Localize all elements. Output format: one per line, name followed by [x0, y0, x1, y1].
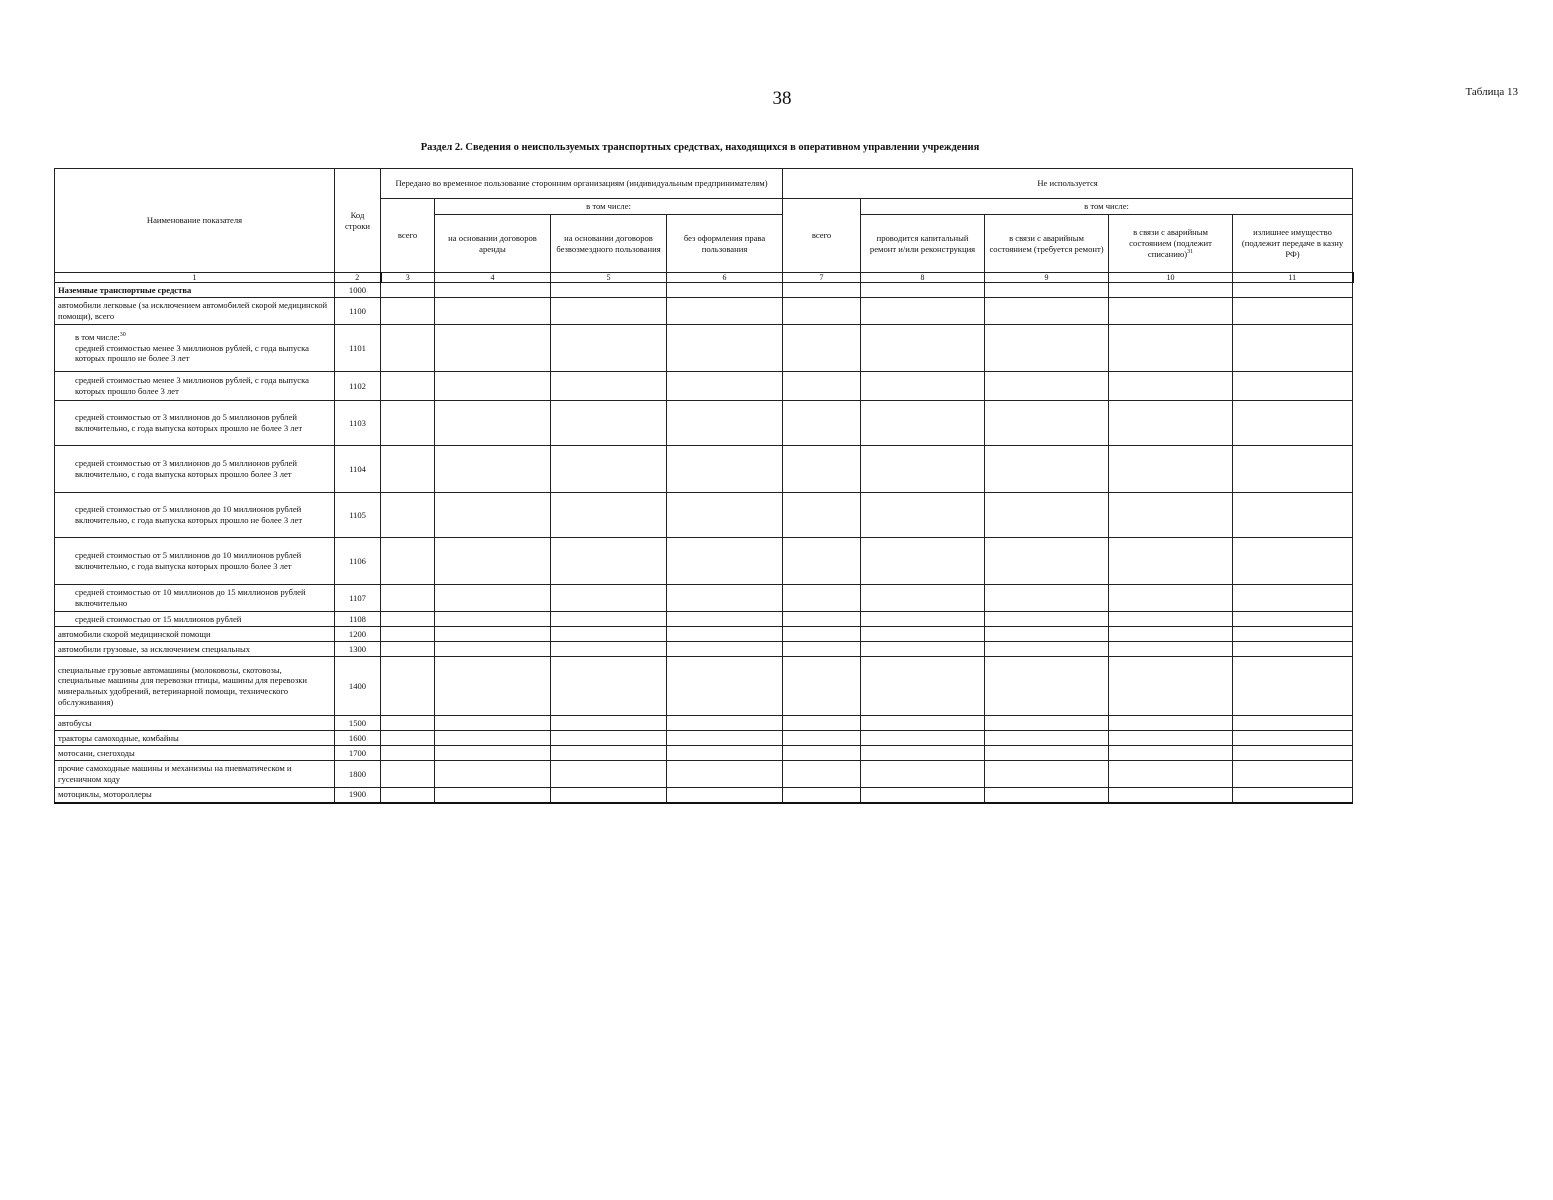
row-code: 1107	[335, 585, 381, 612]
input-cell-col4[interactable]	[435, 585, 551, 612]
input-cell-col7[interactable]	[783, 325, 861, 372]
input-cell-col9[interactable]	[985, 761, 1109, 788]
row-name	[55, 731, 335, 746]
input-cell-col3[interactable]	[381, 325, 435, 372]
input-cell-col9[interactable]	[985, 657, 1109, 716]
input-cell-col8[interactable]	[861, 446, 985, 493]
row-code: 1500	[335, 716, 381, 731]
input-cell-col10[interactable]	[1109, 716, 1233, 731]
input-cell-col4[interactable]	[435, 761, 551, 788]
input-cell-col7[interactable]	[783, 627, 861, 642]
input-cell-col4[interactable]	[435, 283, 551, 298]
row-name-text: мотосани, снегоходы	[58, 747, 135, 758]
row-name	[55, 493, 335, 538]
row-name-text: средней стоимостью менее 3 миллионов рублей, с года выпуска которых прошло не более 3 лет	[75, 342, 309, 364]
input-cell-col11[interactable]	[1233, 788, 1353, 803]
input-cell-col8[interactable]	[861, 731, 985, 746]
input-cell-col9[interactable]	[985, 446, 1109, 493]
input-cell-col6[interactable]	[667, 731, 783, 746]
row-code: 1900	[335, 788, 381, 803]
table-row	[55, 761, 1353, 788]
column-number-6: 6	[667, 273, 783, 283]
input-cell-col6[interactable]	[667, 298, 783, 325]
input-cell-col5[interactable]	[551, 325, 667, 372]
input-cell-col8[interactable]	[861, 612, 985, 627]
input-cell-col11[interactable]	[1233, 627, 1353, 642]
input-cell-col6[interactable]	[667, 372, 783, 401]
report-table-wrapper	[54, 168, 1352, 804]
input-cell-col3[interactable]	[381, 657, 435, 716]
input-cell-col8[interactable]	[861, 493, 985, 538]
row-name	[55, 401, 335, 446]
row-name-text: средней стоимостью от 15 миллионов рублей	[75, 613, 242, 624]
input-cell-col3[interactable]	[381, 716, 435, 731]
input-cell-col7[interactable]	[783, 493, 861, 538]
input-cell-col5[interactable]	[551, 538, 667, 585]
input-cell-col10[interactable]	[1109, 585, 1233, 612]
input-cell-col7[interactable]	[783, 372, 861, 401]
input-cell-col8[interactable]	[861, 283, 985, 298]
table-row	[55, 446, 1353, 493]
input-cell-col10[interactable]	[1109, 731, 1233, 746]
input-cell-col8[interactable]	[861, 401, 985, 446]
input-cell-col10[interactable]	[1109, 446, 1233, 493]
input-cell-col5[interactable]	[551, 493, 667, 538]
column-number-9: 9	[985, 273, 1109, 283]
input-cell-col10[interactable]	[1109, 627, 1233, 642]
row-code: 1000	[335, 283, 381, 298]
table-row	[55, 401, 1353, 446]
header-col6-no-rights: без оформления права пользования	[667, 215, 783, 273]
input-cell-col6[interactable]	[667, 283, 783, 298]
input-cell-col6[interactable]	[667, 612, 783, 627]
column-number-10: 10	[1109, 273, 1233, 283]
input-cell-col6[interactable]	[667, 657, 783, 716]
input-cell-col5[interactable]	[551, 761, 667, 788]
input-cell-col4[interactable]	[435, 298, 551, 325]
input-cell-col4[interactable]	[435, 788, 551, 803]
input-cell-col4[interactable]	[435, 657, 551, 716]
input-cell-col6[interactable]	[667, 401, 783, 446]
input-cell-col8[interactable]	[861, 538, 985, 585]
input-cell-col8[interactable]	[861, 298, 985, 325]
row-code: 1102	[335, 372, 381, 401]
input-cell-col11[interactable]	[1233, 493, 1353, 538]
input-cell-col7[interactable]	[783, 746, 861, 761]
input-cell-col7[interactable]	[783, 585, 861, 612]
row-name-text: автомобили грузовые, за исключением специальных	[58, 643, 251, 654]
input-cell-col9[interactable]	[985, 642, 1109, 657]
input-cell-col11[interactable]	[1233, 298, 1353, 325]
row-name-text: средней стоимостью от 5 миллионов до 10 миллионов рублей включительно, с года выпуска которых прошло не более 3 лет	[75, 504, 303, 525]
row-name	[55, 446, 335, 493]
input-cell-col3[interactable]	[381, 283, 435, 298]
input-cell-col8[interactable]	[861, 627, 985, 642]
input-cell-col4[interactable]	[435, 446, 551, 493]
input-cell-col5[interactable]	[551, 283, 667, 298]
row-name	[55, 716, 335, 731]
header-col11-surplus: излишнее имущество (подлежит передаче в казну РФ)	[1233, 215, 1353, 273]
row-name-text: мотоциклы, мотороллеры	[58, 789, 152, 800]
input-cell-col3[interactable]	[381, 788, 435, 803]
row-name	[55, 627, 335, 642]
input-cell-col7[interactable]	[783, 731, 861, 746]
input-cell-col6[interactable]	[667, 493, 783, 538]
input-cell-col10[interactable]	[1109, 493, 1233, 538]
input-cell-col4[interactable]	[435, 325, 551, 372]
row-name	[55, 372, 335, 401]
input-cell-col8[interactable]	[861, 372, 985, 401]
page-number: 38	[772, 88, 792, 109]
input-cell-col11[interactable]	[1233, 657, 1353, 716]
input-cell-col8[interactable]	[861, 585, 985, 612]
input-cell-col7[interactable]	[783, 401, 861, 446]
input-cell-col7[interactable]	[783, 446, 861, 493]
input-cell-col11[interactable]	[1233, 325, 1353, 372]
input-cell-col11[interactable]	[1233, 612, 1353, 627]
input-cell-col9[interactable]	[985, 731, 1109, 746]
input-cell-col7[interactable]	[783, 716, 861, 731]
row-name-text: средней стоимостью от 5 миллионов до 10 миллионов рублей включительно, с года выпуска которых прошло более 3 лет	[75, 550, 302, 571]
input-cell-col5[interactable]	[551, 446, 667, 493]
row-code: 1700	[335, 746, 381, 761]
table-row	[55, 538, 1353, 585]
input-cell-col4[interactable]	[435, 746, 551, 761]
input-cell-col10[interactable]	[1109, 325, 1233, 372]
row-name	[55, 538, 335, 585]
input-cell-col10[interactable]	[1109, 746, 1233, 761]
header-col7-total: всего	[783, 199, 861, 273]
input-cell-col11[interactable]	[1233, 746, 1353, 761]
input-cell-col5[interactable]	[551, 657, 667, 716]
input-cell-col6[interactable]	[667, 627, 783, 642]
row-name-text: средней стоимостью от 3 миллионов до 5 миллионов рублей включительно, с года выпуска которых прошло более 3 лет	[75, 458, 297, 479]
row-name-text: Наземные транспортные средства	[58, 284, 192, 295]
input-cell-col8[interactable]	[861, 761, 985, 788]
input-cell-col8[interactable]	[861, 746, 985, 761]
input-cell-col5[interactable]	[551, 642, 667, 657]
input-cell-col6[interactable]	[667, 761, 783, 788]
input-cell-col6[interactable]	[667, 746, 783, 761]
row-name-text: прочие самоходные машины и механизмы на пневматическом и гусеничном ходу	[58, 763, 292, 784]
input-cell-col6[interactable]	[667, 788, 783, 803]
table-row	[55, 627, 1353, 642]
input-cell-col5[interactable]	[551, 372, 667, 401]
input-cell-col6[interactable]	[667, 585, 783, 612]
row-name-text: средней стоимостью менее 3 миллионов рублей, с года выпуска которых прошло более 3 лет	[75, 375, 309, 396]
input-cell-col10[interactable]	[1109, 657, 1233, 716]
column-number-8: 8	[861, 273, 985, 283]
input-cell-col3[interactable]	[381, 627, 435, 642]
input-cell-col3[interactable]	[381, 731, 435, 746]
input-cell-col5[interactable]	[551, 401, 667, 446]
row-code: 1400	[335, 657, 381, 716]
row-name	[55, 788, 335, 803]
row-code: 1106	[335, 538, 381, 585]
row-name	[55, 325, 335, 372]
column-number-2: 2	[335, 273, 381, 283]
header-col9-repair-needed: в связи с аварийным состоянием (требуется ремонт)	[985, 215, 1109, 273]
input-cell-col5[interactable]	[551, 298, 667, 325]
input-cell-col4[interactable]	[435, 716, 551, 731]
header-col10-footnote: 31	[1187, 249, 1194, 255]
input-cell-col9[interactable]	[985, 538, 1109, 585]
table-row	[55, 716, 1353, 731]
input-cell-col3[interactable]	[381, 761, 435, 788]
input-cell-col5[interactable]	[551, 788, 667, 803]
input-cell-col4[interactable]	[435, 642, 551, 657]
input-cell-col5[interactable]	[551, 585, 667, 612]
input-cell-col7[interactable]	[783, 761, 861, 788]
table-row	[55, 585, 1353, 612]
input-cell-col7[interactable]	[783, 788, 861, 803]
input-cell-col4[interactable]	[435, 627, 551, 642]
input-cell-col3[interactable]	[381, 446, 435, 493]
row-name-footnote: 30	[119, 332, 126, 339]
input-cell-col7[interactable]	[783, 612, 861, 627]
row-name	[55, 657, 335, 716]
row-code: 1103	[335, 401, 381, 446]
header-indicator-name: Наименование показателя	[55, 169, 335, 273]
row-name-text: средней стоимостью от 10 миллионов до 15 миллионов рублей включительно	[75, 587, 306, 608]
input-cell-col6[interactable]	[667, 446, 783, 493]
column-number-row	[55, 273, 1353, 283]
header-col10-write-off	[1109, 215, 1233, 273]
table-row	[55, 788, 1353, 803]
row-name-text: специальные грузовые автомашины (молоковозы, скотовозы, специальные машины для перевозки птицы, машины для перевозки минеральных удобрений, ветеринарной помощи, технического обслуживания)	[58, 664, 307, 707]
row-code: 1100	[335, 298, 381, 325]
header-col5-free-use: на основании договоров безвозмездного пользования	[551, 215, 667, 273]
input-cell-col6[interactable]	[667, 716, 783, 731]
input-cell-col9[interactable]	[985, 401, 1109, 446]
row-name	[55, 761, 335, 788]
row-name	[55, 283, 335, 298]
input-cell-col10[interactable]	[1109, 761, 1233, 788]
input-cell-col9[interactable]	[985, 585, 1109, 612]
input-cell-col4[interactable]	[435, 612, 551, 627]
input-cell-col4[interactable]	[435, 538, 551, 585]
input-cell-col8[interactable]	[861, 657, 985, 716]
section-title: Раздел 2. Сведения о неиспользуемых транспортных средствах, находящихся в оперативном управлении учреждения	[420, 142, 980, 153]
table-row	[55, 493, 1353, 538]
row-code: 1101	[335, 325, 381, 372]
row-name-text: автобусы	[58, 717, 92, 728]
input-cell-col4[interactable]	[435, 493, 551, 538]
input-cell-col7[interactable]	[783, 642, 861, 657]
input-cell-col8[interactable]	[861, 716, 985, 731]
row-name	[55, 746, 335, 761]
input-cell-col3[interactable]	[381, 493, 435, 538]
column-number-7: 7	[783, 273, 861, 283]
input-cell-col11[interactable]	[1233, 372, 1353, 401]
input-cell-col9[interactable]	[985, 788, 1109, 803]
table-row	[55, 612, 1353, 627]
row-name-text: автомобили легковые (за исключением автомобилей скорой медицинской помощи), всего	[58, 300, 328, 321]
row-name	[55, 298, 335, 325]
table-row	[55, 298, 1353, 325]
input-cell-col7[interactable]	[783, 283, 861, 298]
table-label: Таблица 13	[1465, 86, 1518, 98]
input-cell-col3[interactable]	[381, 298, 435, 325]
input-cell-col10[interactable]	[1109, 538, 1233, 585]
input-cell-col9[interactable]	[985, 716, 1109, 731]
row-code: 1105	[335, 493, 381, 538]
table-row	[55, 372, 1353, 401]
header-col3-total: всего	[381, 199, 435, 273]
input-cell-col9[interactable]	[985, 298, 1109, 325]
input-cell-col11[interactable]	[1233, 446, 1353, 493]
input-cell-col10[interactable]	[1109, 788, 1233, 803]
input-cell-col11[interactable]	[1233, 401, 1353, 446]
input-cell-col3[interactable]	[381, 746, 435, 761]
row-name-text: тракторы самоходные, комбайны	[58, 732, 179, 743]
report-table	[54, 168, 1354, 804]
table-row	[55, 657, 1353, 716]
header-col10-text: в связи с аварийным состоянием (подлежит списанию)	[1129, 227, 1212, 259]
column-number-4: 4	[435, 273, 551, 283]
row-name	[55, 642, 335, 657]
input-cell-col5[interactable]	[551, 731, 667, 746]
input-cell-col3[interactable]	[381, 538, 435, 585]
input-cell-col5[interactable]	[551, 746, 667, 761]
input-cell-col4[interactable]	[435, 372, 551, 401]
row-code: 1300	[335, 642, 381, 657]
input-cell-col11[interactable]	[1233, 585, 1353, 612]
column-number-11: 11	[1233, 273, 1353, 283]
input-cell-col10[interactable]	[1109, 642, 1233, 657]
input-cell-col10[interactable]	[1109, 401, 1233, 446]
header-unused-group: Не используется	[783, 169, 1353, 199]
input-cell-col7[interactable]	[783, 657, 861, 716]
input-cell-col5[interactable]	[551, 627, 667, 642]
input-cell-col6[interactable]	[667, 325, 783, 372]
row-code: 1200	[335, 627, 381, 642]
input-cell-col9[interactable]	[985, 325, 1109, 372]
header-transferred-group: Передано во временное пользование сторонним организациям (индивидуальным предпринимателям)	[381, 169, 783, 199]
row-code: 1108	[335, 612, 381, 627]
row-name	[55, 612, 335, 627]
input-cell-col9[interactable]	[985, 612, 1109, 627]
input-cell-col11[interactable]	[1233, 538, 1353, 585]
table-row	[55, 746, 1353, 761]
header-col8-capital-repair: проводится капитальный ремонт и/или реконструкция	[861, 215, 985, 273]
row-code: 1600	[335, 731, 381, 746]
input-cell-col11[interactable]	[1233, 283, 1353, 298]
input-cell-col10[interactable]	[1109, 283, 1233, 298]
input-cell-col6[interactable]	[667, 538, 783, 585]
table-row	[55, 731, 1353, 746]
column-number-1: 1	[55, 273, 335, 283]
row-name-text: средней стоимостью от 3 миллионов до 5 миллионов рублей включительно, с года выпуска которых прошло не более 3 лет	[75, 412, 303, 433]
table-body	[55, 283, 1353, 803]
input-cell-col5[interactable]	[551, 612, 667, 627]
row-name	[55, 585, 335, 612]
input-cell-col11[interactable]	[1233, 642, 1353, 657]
input-cell-col4[interactable]	[435, 401, 551, 446]
column-number-3: 3	[381, 273, 435, 283]
input-cell-col3[interactable]	[381, 401, 435, 446]
input-cell-col8[interactable]	[861, 788, 985, 803]
table-row	[55, 283, 1353, 298]
input-cell-col7[interactable]	[783, 298, 861, 325]
table-row	[55, 325, 1353, 372]
input-cell-col11[interactable]	[1233, 716, 1353, 731]
input-cell-col10[interactable]	[1109, 372, 1233, 401]
input-cell-col6[interactable]	[667, 642, 783, 657]
input-cell-col3[interactable]	[381, 612, 435, 627]
column-number-5: 5	[551, 273, 667, 283]
input-cell-col10[interactable]	[1109, 612, 1233, 627]
input-cell-col4[interactable]	[435, 731, 551, 746]
input-cell-col3[interactable]	[381, 372, 435, 401]
row-code: 1104	[335, 446, 381, 493]
input-cell-col11[interactable]	[1233, 761, 1353, 788]
input-cell-col9[interactable]	[985, 493, 1109, 538]
input-cell-col10[interactable]	[1109, 298, 1233, 325]
row-name-prefix: в том числе:	[75, 331, 120, 342]
header-col4-lease: на основании договоров аренды	[435, 215, 551, 273]
input-cell-col9[interactable]	[985, 627, 1109, 642]
header-unused-including: в том числе:	[861, 199, 1353, 215]
input-cell-col3[interactable]	[381, 585, 435, 612]
input-cell-col9[interactable]	[985, 283, 1109, 298]
input-cell-col11[interactable]	[1233, 731, 1353, 746]
header-row-code: Код строки	[335, 169, 381, 273]
input-cell-col7[interactable]	[783, 538, 861, 585]
row-name-text: автомобили скорой медицинской помощи	[58, 628, 211, 639]
table-row	[55, 642, 1353, 657]
input-cell-col5[interactable]	[551, 716, 667, 731]
input-cell-col3[interactable]	[381, 642, 435, 657]
row-code: 1800	[335, 761, 381, 788]
input-cell-col9[interactable]	[985, 372, 1109, 401]
input-cell-col9[interactable]	[985, 746, 1109, 761]
input-cell-col8[interactable]	[861, 325, 985, 372]
input-cell-col8[interactable]	[861, 642, 985, 657]
header-transferred-including: в том числе:	[435, 199, 783, 215]
